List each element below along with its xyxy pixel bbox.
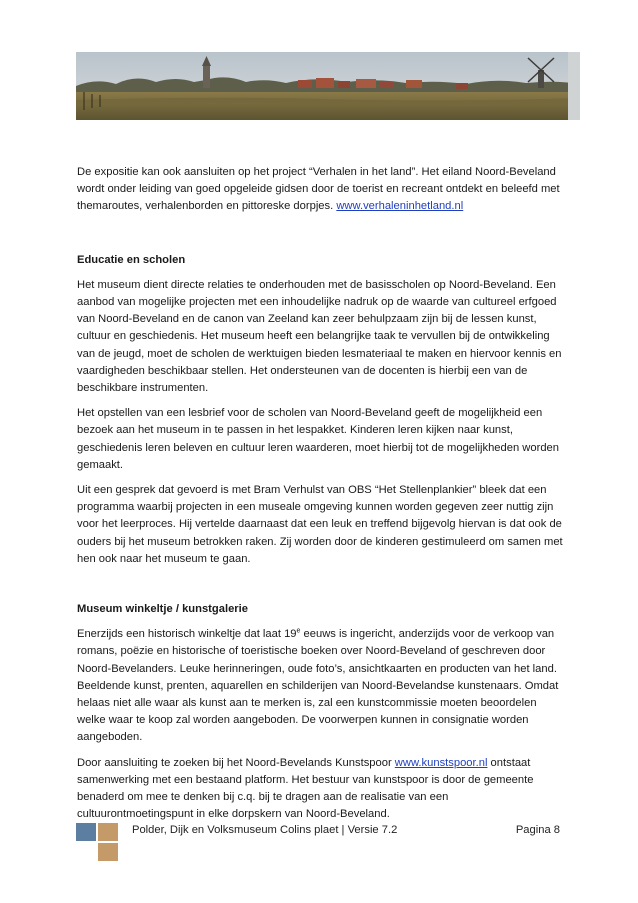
- educatie-paragraph-2: Het opstellen van een lesbrief voor de scholen van Noord-Beveland geeft de mogelijkheid een bezoek aan het museum in te passen in het lespakket. Kinderen leren kijken naar kunst, geschiedenis leren beleven en cultuur leren waarderen, moet hierbij tot de mogelijkheden worden gemaakt.: [77, 407, 559, 471]
- winkeltje-paragraph-1: Enerzijds een historisch winkeltje dat laat 19e eeuws is ingericht, anderzijds voor de verkoop van romans, poëzie en historische of toeristische boeken over Noord-Beveland of geschreven door Noord-Bevelanders. Leuke herinneringen, oude foto’s, ansichtkaarten en producten van het land. Beeldende kunst, prenten, aquarellen en schilderijen van Noord-Bevelandse kunstenaars. Omdat helaas niet alle waar als kunst aan te merken is, zal een kunstcommissie moeten beoordelen welke waar te koop zal worden aangeboden. De voorwerpen kunnen in consignatie worden aangeboden.: [77, 627, 559, 744]
- document-body: [77, 164, 567, 832]
- footer-page-number: Pagina 8: [515, 824, 560, 836]
- educatie-paragraph-3: Uit een gesprek dat gevoerd is met Bram Verhulst van OBS “Het Stellenplankier” bleek dat een programma waarbij projecten in een museale omgeving kunnen worden gegeven zeer nuttig zijn voor het leerproces. Hij vertelde daarnaast dat een leuk en treffend bijgevolg hiervan is dat ook de ouders bij het museum betrokken raken. Zij worden door de kinderen gestimuleerd om samen met hen ook naar het museum te gaan.: [77, 484, 563, 565]
- winkeltje-paragraph-2: Door aansluiting te zoeken bij het Noord-Bevelands Kunstspoor www.kunstspoor.nl ontstaat samenwerking met een bestaand platform. Het bestuur van kunstspoor is door de gemeente benaderd om mee te denken bij c.q. bij te dragen aan de realisatie van een cultuurontmoetingspunt in elke dorpskern van Noord-Beveland.: [77, 756, 534, 821]
- section-heading-educatie: Educatie en scholen: [77, 253, 186, 266]
- landscape-image: [76, 52, 580, 120]
- educatie-paragraph-1: Het museum dient directe relaties te onderhouden met de basisscholen op Noord-Beveland. Een aanbod van mogelijke projecten met een inhoudelijke nadruk op de waarde van cultureel erfgoed van Noord-Beveland en de canon van Zeeland kan zeer behulpzaam zijn bij de lessen kunst, cultuur en geschiedenis. Het museum heeft een belangrijke taak te vervullen bij de ontwikkeling van de jeugd, moet de scholen de werktuigen bieden lesmateriaal te maken en hiervoor kennis en vaardigheden beschikbaar stellen. Het ondersteunen van de docenten is hierbij een van de beschikbare instrumenten.: [77, 278, 562, 395]
- kunstspoor-link[interactable]: www.kunstspoor.nl: [394, 756, 488, 769]
- logo-square-tan-bottom: [98, 843, 118, 861]
- logo-square-tan-top: [98, 823, 118, 841]
- logo-square-blue: [76, 823, 96, 841]
- intro-paragraph: De expositie kan ook aansluiten op het project “Verhalen in het land”. Het eiland Noord-Beveland wordt onder leiding van goed opgeleide gidsen door de toerist en recreant ontdekt en beleefd met themaroutes, verhalenborden en pittoreske dorpjes. www.verhaleninhetland.nl: [77, 166, 560, 213]
- footer-logo-icon: [76, 823, 120, 863]
- section-heading-winkeltje: Museum winkeltje / kunstgalerie: [77, 603, 248, 616]
- verhalen-link[interactable]: www.verhaleninhetland.nl: [336, 200, 464, 213]
- footer-document-title: Polder, Dijk en Volksmuseum Colins plaet | Versie 7.2: [132, 824, 398, 836]
- header-banner-photo: [76, 52, 580, 120]
- page-footer: [76, 823, 566, 863]
